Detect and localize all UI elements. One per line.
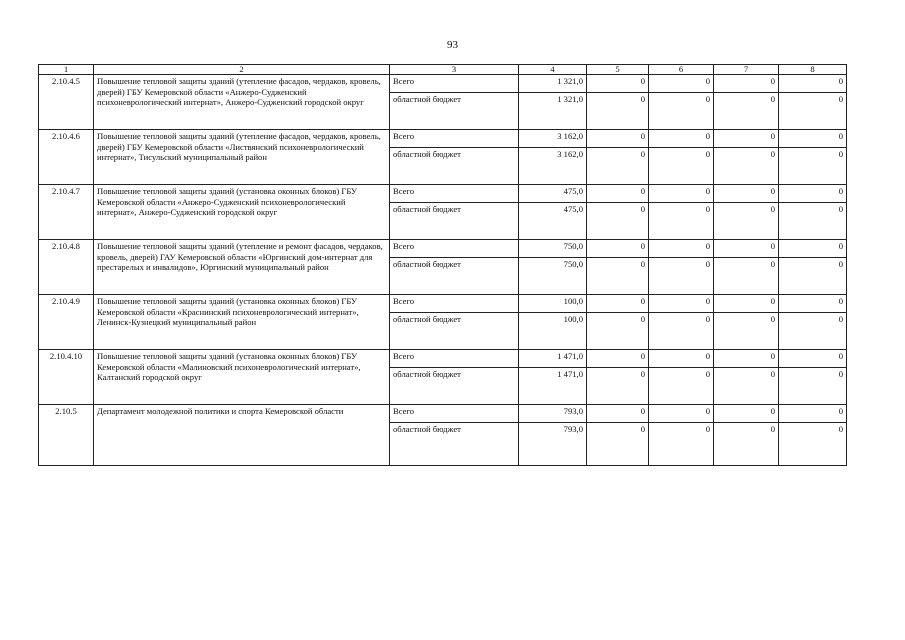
- item-name: Повышение тепловой защиты зданий (утепление и ремонт фасадов, чердаков, кровель, дверей) ГАУ Кемеровской области «Юргинский дом-интернат для престарелых и инвалидов», Юргинский муниципальный район: [94, 240, 390, 295]
- value-col-8: 0: [779, 240, 847, 258]
- value-col-6: 0: [649, 258, 714, 295]
- funding-source: Всего: [390, 295, 519, 313]
- item-code: 2.10.4.6: [39, 130, 94, 185]
- value-col-4: 100,0: [519, 313, 587, 350]
- value-col-4: 1 321,0: [519, 75, 587, 93]
- value-col-5: 0: [587, 423, 649, 466]
- value-col-5: 0: [587, 185, 649, 203]
- column-header: 1: [39, 65, 94, 75]
- value-col-8: 0: [779, 130, 847, 148]
- funding-source: областной бюджет: [390, 313, 519, 350]
- value-col-5: 0: [587, 405, 649, 423]
- value-col-7: 0: [714, 258, 779, 295]
- value-col-4: 1 321,0: [519, 93, 587, 130]
- header-row: [39, 65, 847, 75]
- value-col-4: 475,0: [519, 203, 587, 240]
- value-col-4: 475,0: [519, 185, 587, 203]
- table-row: [39, 130, 847, 148]
- value-col-7: 0: [714, 185, 779, 203]
- value-col-6: 0: [649, 368, 714, 405]
- value-col-8: 0: [779, 185, 847, 203]
- funding-source: областной бюджет: [390, 148, 519, 185]
- value-col-7: 0: [714, 423, 779, 466]
- value-col-6: 0: [649, 405, 714, 423]
- column-header: 5: [587, 65, 649, 75]
- value-col-7: 0: [714, 368, 779, 405]
- column-header: 8: [779, 65, 847, 75]
- column-header: 4: [519, 65, 587, 75]
- value-col-5: 0: [587, 148, 649, 185]
- value-col-6: 0: [649, 93, 714, 130]
- value-col-8: 0: [779, 405, 847, 423]
- value-col-5: 0: [587, 75, 649, 93]
- value-col-8: 0: [779, 313, 847, 350]
- funding-source: областной бюджет: [390, 93, 519, 130]
- item-name: Повышение тепловой защиты зданий (установка оконных блоков) ГБУ Кемеровской области «Малиновский психоневрологический интернат», Калтанский городской округ: [94, 350, 390, 405]
- value-col-7: 0: [714, 313, 779, 350]
- funding-source: Всего: [390, 350, 519, 368]
- column-header: 6: [649, 65, 714, 75]
- value-col-6: 0: [649, 185, 714, 203]
- value-col-5: 0: [587, 130, 649, 148]
- value-col-8: 0: [779, 75, 847, 93]
- column-header: 7: [714, 65, 779, 75]
- column-header: 2: [94, 65, 390, 75]
- value-col-8: 0: [779, 148, 847, 185]
- value-col-4: 1 471,0: [519, 368, 587, 405]
- value-col-8: 0: [779, 203, 847, 240]
- value-col-4: 750,0: [519, 258, 587, 295]
- value-col-8: 0: [779, 423, 847, 466]
- value-col-4: 3 162,0: [519, 130, 587, 148]
- value-col-5: 0: [587, 368, 649, 405]
- item-code: 2.10.4.9: [39, 295, 94, 350]
- value-col-6: 0: [649, 148, 714, 185]
- budget-table: [38, 64, 847, 466]
- item-name: Повышение тепловой защиты зданий (установка оконных блоков) ГБУ Кемеровской области «Анжеро-Судженский психоневрологический интернат», Анжеро-Судженский городской округ: [94, 185, 390, 240]
- value-col-8: 0: [779, 93, 847, 130]
- value-col-8: 0: [779, 368, 847, 405]
- value-col-8: 0: [779, 350, 847, 368]
- table-row: [39, 185, 847, 203]
- value-col-6: 0: [649, 240, 714, 258]
- funding-source: Всего: [390, 130, 519, 148]
- value-col-7: 0: [714, 203, 779, 240]
- item-code: 2.10.4.5: [39, 75, 94, 130]
- column-header: 3: [390, 65, 519, 75]
- value-col-5: 0: [587, 203, 649, 240]
- value-col-8: 0: [779, 295, 847, 313]
- item-name: Департамент молодежной политики и спорта Кемеровской области: [94, 405, 390, 466]
- value-col-4: 793,0: [519, 423, 587, 466]
- value-col-4: 750,0: [519, 240, 587, 258]
- value-col-5: 0: [587, 93, 649, 130]
- item-code: 2.10.5: [39, 405, 94, 466]
- value-col-5: 0: [587, 350, 649, 368]
- funding-source: Всего: [390, 405, 519, 423]
- value-col-7: 0: [714, 148, 779, 185]
- value-col-6: 0: [649, 75, 714, 93]
- value-col-4: 100,0: [519, 295, 587, 313]
- value-col-5: 0: [587, 313, 649, 350]
- value-col-4: 3 162,0: [519, 148, 587, 185]
- value-col-8: 0: [779, 258, 847, 295]
- value-col-6: 0: [649, 313, 714, 350]
- funding-source: Всего: [390, 185, 519, 203]
- value-col-5: 0: [587, 240, 649, 258]
- table-row: [39, 240, 847, 258]
- value-col-4: 1 471,0: [519, 350, 587, 368]
- value-col-6: 0: [649, 130, 714, 148]
- funding-source: областной бюджет: [390, 368, 519, 405]
- table-row: [39, 75, 847, 93]
- item-name: Повышение тепловой защиты зданий (установка оконных блоков) ГБУ Кемеровской области «Краснинский психоневрологический интернат», Ленинск-Кузнецкий муниципальный район: [94, 295, 390, 350]
- table-row: [39, 295, 847, 313]
- funding-source: Всего: [390, 240, 519, 258]
- item-name: Повышение тепловой защиты зданий (утепление фасадов, чердаков, кровель, дверей) ГБУ Кемеровской области «Анжеро-Судженский психоневрологический интернат», Анжеро-Судженский городской округ: [94, 75, 390, 130]
- funding-source: Всего: [390, 75, 519, 93]
- value-col-5: 0: [587, 258, 649, 295]
- item-name: Повышение тепловой защиты зданий (утепление фасадов, чердаков, кровель, дверей) ГБУ Кемеровской области «Листвянский психоневрологический интернат», Тисульский муниципальный район: [94, 130, 390, 185]
- value-col-7: 0: [714, 405, 779, 423]
- item-code: 2.10.4.8: [39, 240, 94, 295]
- funding-source: областной бюджет: [390, 203, 519, 240]
- value-col-6: 0: [649, 295, 714, 313]
- funding-source: областной бюджет: [390, 423, 519, 466]
- value-col-4: 793,0: [519, 405, 587, 423]
- value-col-7: 0: [714, 75, 779, 93]
- item-code: 2.10.4.7: [39, 185, 94, 240]
- table-row: [39, 350, 847, 368]
- value-col-6: 0: [649, 423, 714, 466]
- page-number: 93: [447, 39, 458, 51]
- value-col-7: 0: [714, 93, 779, 130]
- table-row: [39, 405, 847, 423]
- value-col-7: 0: [714, 350, 779, 368]
- value-col-6: 0: [649, 350, 714, 368]
- value-col-7: 0: [714, 295, 779, 313]
- value-col-7: 0: [714, 240, 779, 258]
- value-col-6: 0: [649, 203, 714, 240]
- value-col-5: 0: [587, 295, 649, 313]
- funding-source: областной бюджет: [390, 258, 519, 295]
- value-col-7: 0: [714, 130, 779, 148]
- item-code: 2.10.4.10: [39, 350, 94, 405]
